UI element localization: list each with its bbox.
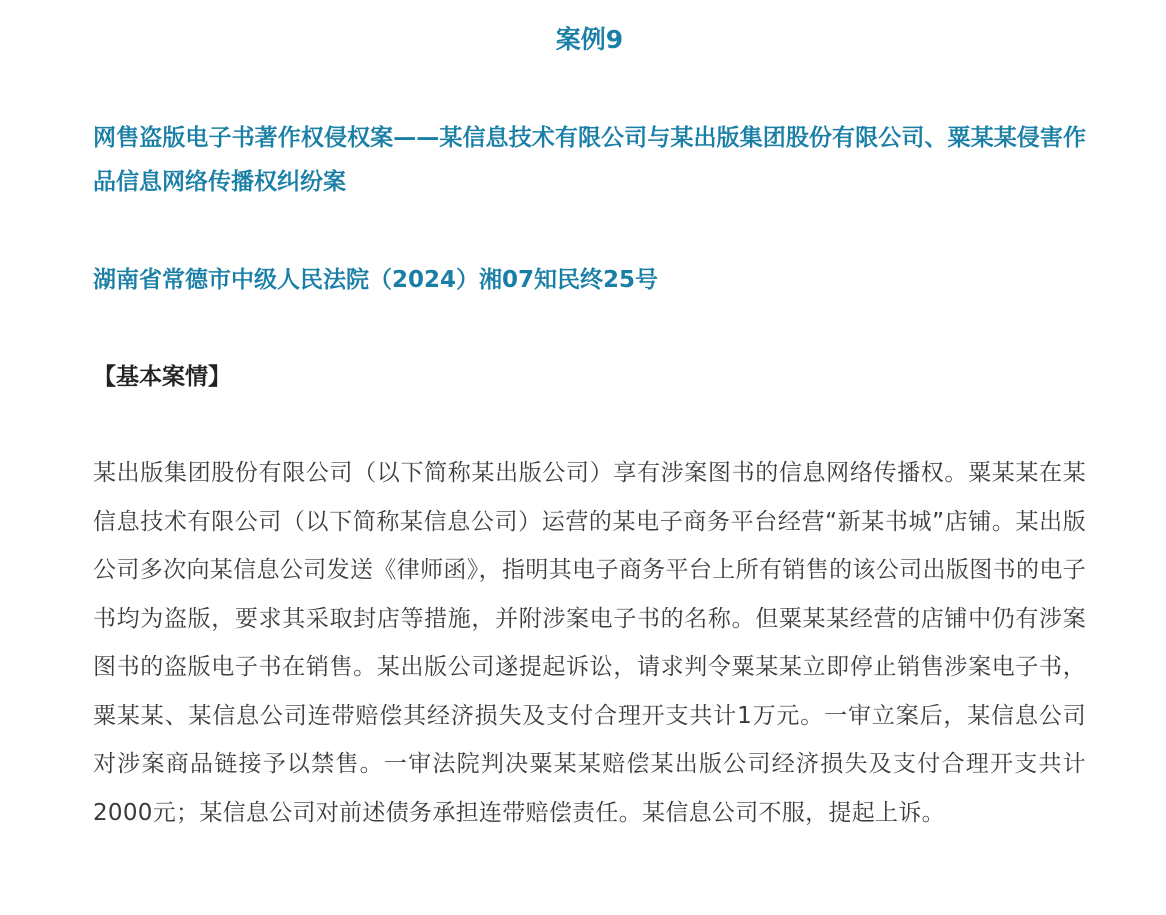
case-facts-paragraph: 某出版集团股份有限公司（以下简称某出版公司）享有涉案图书的信息网络传播权。粟某某在某信息技术有限公司（以下简称某信息公司）运营的某电子商务平台经营“新某书城”店铺。某出版公司多次向某信息公司发送《律师函》，指明其电子商务平台上所有销售的该公司出版图书的电子书均为盗版，要求其采取封店等措施，并附涉案电子书的名称。但粟某某经营的店铺中仍有涉案图书的盗版电子书在销售。某出版公司遂提起诉讼，请求判令粟某某立即停止销售涉案电子书，粟某某、某信息公司连带赔偿其经济损失及支付合理开支共计1万元。一审立案后，某信息公司对涉案商品链接予以禁售。一审法院判决粟某某赔偿某出版公司经济损失及支付合理开支共计2000元；某信息公司对前述债务承担连带赔偿责任。某信息公司不服，提起上诉。 xyxy=(93,460,1086,826)
case-title: 网售盗版电子书著作权侵权案——某信息技术有限公司与某出版集团股份有限公司、粟某某侵害作品信息网络传播权纠纷案 xyxy=(93,125,1086,195)
section-heading-basic-facts: 【基本案情】 xyxy=(93,364,231,390)
case-number-heading: 案例9 xyxy=(555,25,624,54)
court-reference: 湖南省常德市中级人民法院（2024）湘07知民终25号 xyxy=(93,267,659,293)
